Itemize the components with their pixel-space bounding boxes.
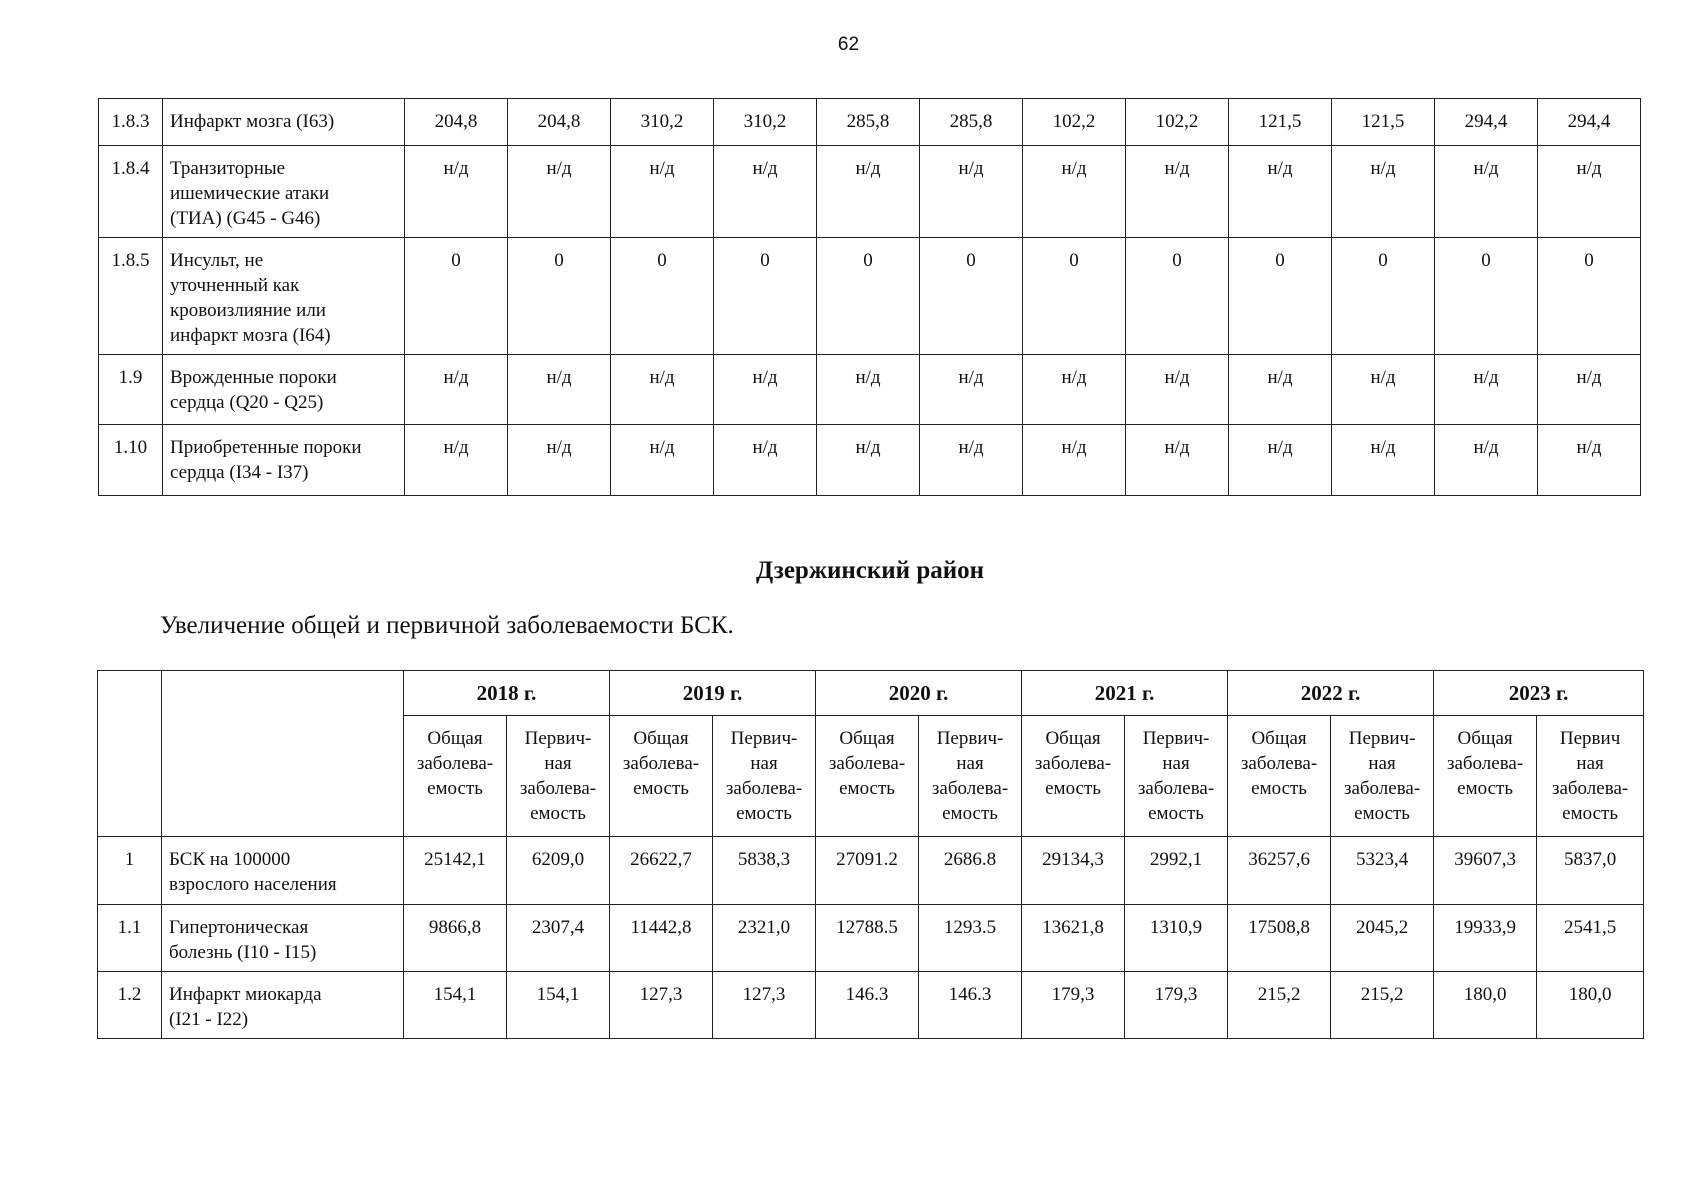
value-cell: н/д — [1435, 146, 1538, 238]
value-cell: 29134,3 — [1022, 837, 1125, 905]
value-cell: 1293.5 — [919, 905, 1022, 972]
value-cell: 19933,9 — [1434, 905, 1537, 972]
value-cell: 0 — [920, 238, 1023, 355]
table-row — [98, 905, 1644, 972]
value-cell: н/д — [405, 146, 508, 238]
value-cell: 146.3 — [816, 972, 919, 1039]
value-cell: 0 — [1332, 238, 1435, 355]
value-cell: н/д — [714, 146, 817, 238]
value-cell: 2321,0 — [713, 905, 816, 972]
value-cell: 102,2 — [1023, 99, 1126, 146]
value-cell: 154,1 — [507, 972, 610, 1039]
value-cell: 180,0 — [1434, 972, 1537, 1039]
value-cell: 1310,9 — [1125, 905, 1228, 972]
value-cell: 5323,4 — [1331, 837, 1434, 905]
row-name: Инфаркт мозга (I63) — [163, 99, 405, 146]
column-subheader: Общая заболева- емость — [1434, 716, 1537, 837]
year-header: 2019 г. — [610, 671, 816, 716]
value-cell: 154,1 — [404, 972, 507, 1039]
header-name-cell — [162, 671, 404, 837]
column-subheader: Общая заболева- емость — [1022, 716, 1125, 837]
value-cell: 0 — [611, 238, 714, 355]
value-cell: н/д — [405, 425, 508, 496]
year-header: 2018 г. — [404, 671, 610, 716]
column-subheader: Первич- ная заболева- емость — [507, 716, 610, 837]
value-cell: н/д — [714, 355, 817, 425]
column-subheader: Первич- ная заболева- емость — [1125, 716, 1228, 837]
value-cell: н/д — [920, 146, 1023, 238]
table-row — [99, 99, 1641, 146]
intro-text: Увеличение общей и первичной заболеваемости БСК. — [160, 612, 734, 639]
value-cell: 27091.2 — [816, 837, 919, 905]
table-row — [99, 355, 1641, 425]
value-cell: 12788.5 — [816, 905, 919, 972]
value-cell: 9866,8 — [404, 905, 507, 972]
column-subheader: Общая заболева- емость — [816, 716, 919, 837]
value-cell: н/д — [611, 355, 714, 425]
row-number: 1.8.4 — [99, 146, 163, 238]
row-name: БСК на 100000 взрослого населения — [162, 837, 404, 905]
value-cell: 11442,8 — [610, 905, 713, 972]
row-number: 1.8.5 — [99, 238, 163, 355]
value-cell: 5838,3 — [713, 837, 816, 905]
top-table — [98, 98, 1641, 496]
value-cell: н/д — [714, 425, 817, 496]
value-cell: 36257,6 — [1228, 837, 1331, 905]
value-cell: 180,0 — [1537, 972, 1644, 1039]
column-subheader: Общая заболева- емость — [1228, 716, 1331, 837]
value-cell: н/д — [1435, 425, 1538, 496]
value-cell: н/д — [1538, 355, 1641, 425]
value-cell: н/д — [1023, 425, 1126, 496]
value-cell: 39607,3 — [1434, 837, 1537, 905]
row-number: 1.10 — [99, 425, 163, 496]
value-cell: 0 — [1126, 238, 1229, 355]
value-cell: 310,2 — [714, 99, 817, 146]
value-cell: 2045,2 — [1331, 905, 1434, 972]
value-cell: н/д — [1332, 146, 1435, 238]
row-number: 1.9 — [99, 355, 163, 425]
year-header: 2023 г. — [1434, 671, 1644, 716]
value-cell: н/д — [817, 425, 920, 496]
value-cell: н/д — [1229, 355, 1332, 425]
year-header: 2020 г. — [816, 671, 1022, 716]
row-name: Гипертоническая болезнь (I10 - I15) — [162, 905, 404, 972]
value-cell: н/д — [920, 355, 1023, 425]
value-cell: 127,3 — [713, 972, 816, 1039]
row-name: Врожденные пороки сердца (Q20 - Q25) — [163, 355, 405, 425]
value-cell: н/д — [1126, 146, 1229, 238]
value-cell: н/д — [611, 146, 714, 238]
value-cell: 146.3 — [919, 972, 1022, 1039]
row-number: 1.8.3 — [99, 99, 163, 146]
bottom-table — [97, 670, 1644, 1039]
value-cell: 0 — [817, 238, 920, 355]
table-row — [99, 425, 1641, 496]
value-cell: н/д — [1023, 146, 1126, 238]
row-name: Транзиторные ишемические атаки (ТИА) (G45 - G46) — [163, 146, 405, 238]
header-num-cell — [98, 671, 162, 837]
table-row — [99, 146, 1641, 238]
value-cell: 310,2 — [611, 99, 714, 146]
value-cell: 13621,8 — [1022, 905, 1125, 972]
value-cell: н/д — [1023, 355, 1126, 425]
value-cell: 17508,8 — [1228, 905, 1331, 972]
value-cell: н/д — [1332, 425, 1435, 496]
column-subheader: Первич- ная заболева- емость — [919, 716, 1022, 837]
value-cell: н/д — [405, 355, 508, 425]
value-cell: 6209,0 — [507, 837, 610, 905]
value-cell: 179,3 — [1125, 972, 1228, 1039]
row-number: 1 — [98, 837, 162, 905]
value-cell: 204,8 — [405, 99, 508, 146]
row-name: Инсульт, не уточненный как кровоизлияние или инфаркт мозга (I64) — [163, 238, 405, 355]
value-cell: н/д — [508, 355, 611, 425]
value-cell: н/д — [1229, 425, 1332, 496]
value-cell: н/д — [817, 355, 920, 425]
value-cell: 0 — [405, 238, 508, 355]
value-cell: 102,2 — [1126, 99, 1229, 146]
year-header: 2022 г. — [1228, 671, 1434, 716]
value-cell: 2307,4 — [507, 905, 610, 972]
table-row — [98, 972, 1644, 1039]
value-cell: 121,5 — [1332, 99, 1435, 146]
value-cell: 121,5 — [1229, 99, 1332, 146]
page-number: 62 — [837, 34, 860, 55]
value-cell: н/д — [1538, 425, 1641, 496]
section-heading: Дзержинский район — [755, 557, 985, 584]
value-cell: 294,4 — [1538, 99, 1641, 146]
value-cell: 215,2 — [1331, 972, 1434, 1039]
value-cell: 179,3 — [1022, 972, 1125, 1039]
year-header-row — [98, 671, 1644, 716]
row-number: 1.1 — [98, 905, 162, 972]
table-row — [98, 837, 1644, 905]
row-name: Приобретенные пороки сердца (I34 - I37) — [163, 425, 405, 496]
value-cell: 26622,7 — [610, 837, 713, 905]
value-cell: 0 — [1023, 238, 1126, 355]
value-cell: н/д — [1332, 355, 1435, 425]
column-subheader: Общая заболева- емость — [610, 716, 713, 837]
value-cell: н/д — [508, 425, 611, 496]
value-cell: 127,3 — [610, 972, 713, 1039]
value-cell: 204,8 — [508, 99, 611, 146]
value-cell: н/д — [817, 146, 920, 238]
value-cell: 0 — [1229, 238, 1332, 355]
value-cell: 285,8 — [817, 99, 920, 146]
value-cell: 2541,5 — [1537, 905, 1644, 972]
value-cell: 294,4 — [1435, 99, 1538, 146]
table-row — [99, 238, 1641, 355]
value-cell: 215,2 — [1228, 972, 1331, 1039]
value-cell: 0 — [1538, 238, 1641, 355]
value-cell: н/д — [1435, 355, 1538, 425]
value-cell: 2686.8 — [919, 837, 1022, 905]
year-header: 2021 г. — [1022, 671, 1228, 716]
value-cell: 285,8 — [920, 99, 1023, 146]
value-cell: 0 — [1435, 238, 1538, 355]
value-cell: 0 — [714, 238, 817, 355]
value-cell: н/д — [1126, 355, 1229, 425]
value-cell: н/д — [1126, 425, 1229, 496]
value-cell: н/д — [1229, 146, 1332, 238]
value-cell: 25142,1 — [404, 837, 507, 905]
value-cell: 5837,0 — [1537, 837, 1644, 905]
column-subheader: Первич- ная заболева- емость — [713, 716, 816, 837]
column-subheader: Первич ная заболева- емость — [1537, 716, 1644, 837]
value-cell: 2992,1 — [1125, 837, 1228, 905]
value-cell: н/д — [508, 146, 611, 238]
value-cell: 0 — [508, 238, 611, 355]
row-number: 1.2 — [98, 972, 162, 1039]
value-cell: н/д — [920, 425, 1023, 496]
value-cell: н/д — [611, 425, 714, 496]
value-cell: н/д — [1538, 146, 1641, 238]
row-name: Инфаркт миокарда (I21 - I22) — [162, 972, 404, 1039]
column-subheader: Первич- ная заболева- емость — [1331, 716, 1434, 837]
column-subheader: Общая заболева- емость — [404, 716, 507, 837]
